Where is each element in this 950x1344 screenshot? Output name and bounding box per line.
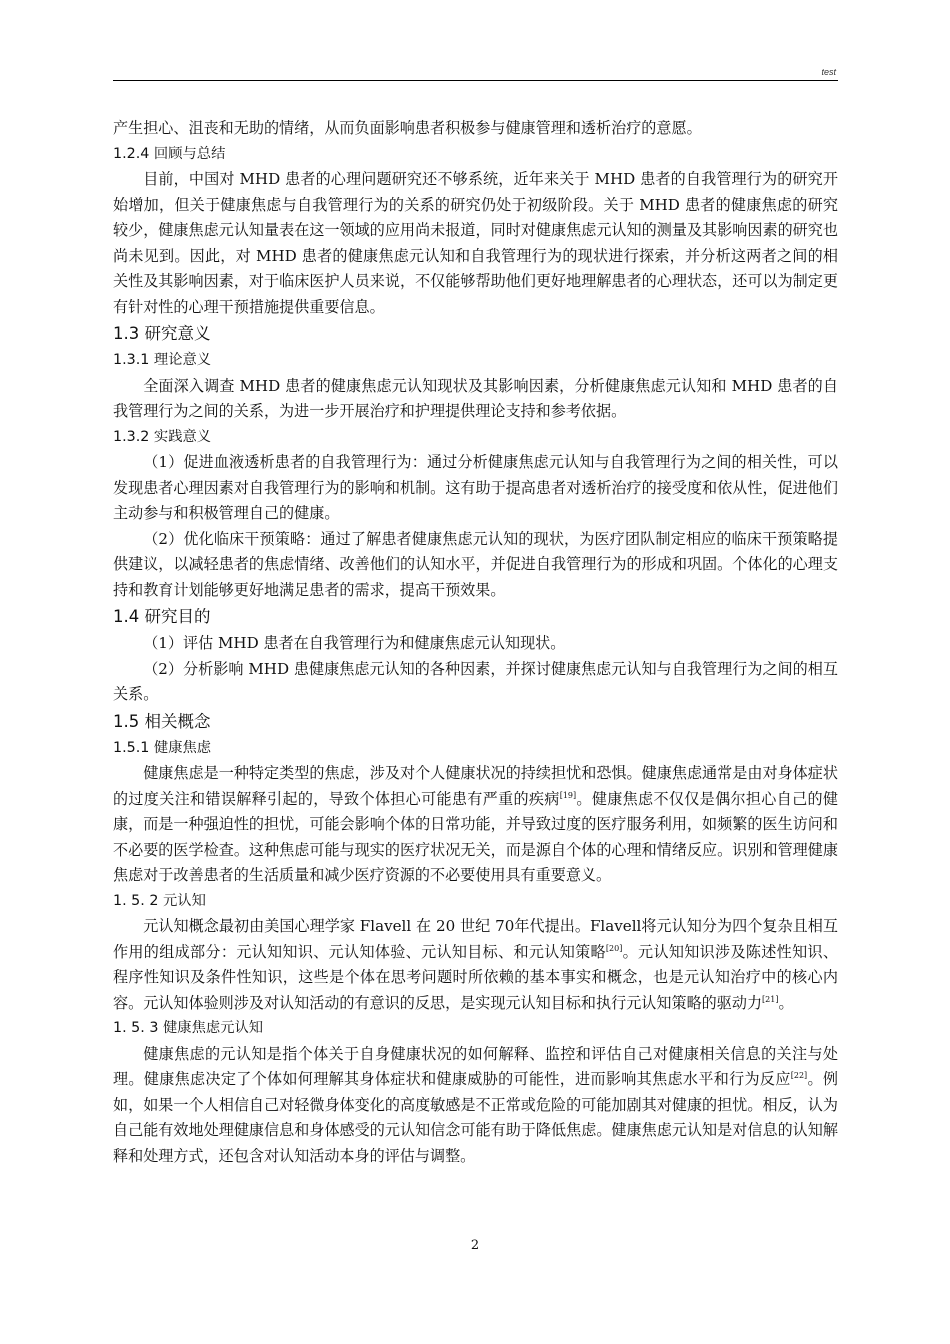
section-heading-1-3-1: 1.3.1 理论意义 — [113, 352, 212, 368]
paragraph-text: 健康焦虑是一种特定类型的焦虑，涉及对个人健康状况的持续担忧和恐惧。健康焦虑通常是由对身体症状的过度关注和错误解释引起的，导致个体担心可能患有严重的疾病 — [113, 764, 838, 808]
paragraph: 全面深入调查 MHD 患者的健康焦虑元认知现状及其影响因素，分析健康焦虑元认知和 MHD 患者的自我管理行为之间的关系，为进一步开展治疗和护理提供理论支持和参考依据。 — [113, 376, 838, 420]
document-body — [113, 116, 838, 1169]
citation: [21] — [762, 994, 779, 1004]
citation: [20] — [605, 943, 623, 953]
paragraph: （2）分析影响 MHD 患健康焦虑元认知的各种因素，并探讨健康焦虑元认知与自我管理行为之间的相互关系。 — [113, 659, 838, 703]
header-label: test — [821, 67, 836, 77]
paragraph: 目前，中国对 MHD 患者的心理问题研究还不够系统，近年来关于 MHD 患者的自我管理行为的研究开始增加，但关于健康焦虑与自我管理行为的关系的研究仍处于初级阶段。关于 MHD 患者的健康焦虑的研究较少，健康焦虑元认知量表在这一领域的应用尚未报道，同时对健康焦虑元认知的测量及其影响因素的研究也尚未见到。因此，对 MHD 患者的健康焦虑元认知和自我管理行为的现状进行探索，并分析这两者之间的相关性及其影响因素，对于临床医护人员来说，不仅能够帮助他们更好地理解患者的心理状态，还可以为制定更有针对性的心理干预措施提供重要信息。 — [113, 170, 838, 316]
page-number: 2 — [470, 1238, 480, 1253]
paragraph: （2）优化临床干预策略：通过了解患者健康焦虑元认知的现状，为医疗团队制定相应的临床干预策略提供建议，以减轻患者的焦虑情绪、改善他们的认知水平，并促进自我管理行为的形成和巩固。个体化的心理支持和教育计划能够更好地满足患者的需求，提高干预效果。 — [113, 529, 838, 599]
paragraph — [113, 1042, 838, 1170]
paragraph-text: 。例如，如果一个人相信自己对轻微身体变化的高度敏感是不正常或危险的可能加剧其对健康的担忧。相反，认为自己能有效地处理健康信息和身体感受的元认知信念可能有助于降低焦虑。健康焦虑元认知是对信息的认知解释和处理方式，还包含对认知活动本身的评估与调整。 — [113, 1070, 838, 1165]
section-heading-1-5-1: 1.5.1 健康焦虑 — [113, 739, 212, 756]
section-heading-1-5-2: 1. 5. 2 元认知 — [113, 892, 206, 909]
paragraph: （1）评估 MHD 患者在自我管理行为和健康焦虑元认知现状。 — [143, 634, 566, 652]
paragraph — [113, 914, 838, 1016]
citation: [22] — [790, 1070, 808, 1080]
paragraph — [113, 761, 838, 889]
paragraph-text: 。元认知知识涉及陈述性知识、程序性知识及条件性知识，这些是个体在思考问题时所依赖的基本事实和概念，也是元认知治疗中的核心内容。元认知体验则涉及对认知活动的有意识的反思，是实现元认知目标和执行元认知策略的驱动力 — [113, 942, 838, 1012]
citation: [19] — [559, 790, 577, 800]
section-heading-1-5: 1.5 相关概念 — [113, 711, 211, 731]
paragraph-text: 元认知概念最初由美国心理学家 Flavell 在 20 世纪 70年代提出。Flavell将元认知分为四个复杂且相互作用的组成部分：元认知知识、元认知体验、元认知目标、和元认知策略 — [113, 917, 838, 961]
section-heading-1-5-3: 1. 5. 3 健康焦虑元认知 — [113, 1020, 264, 1036]
section-heading-1-3: 1.3 研究意义 — [113, 324, 211, 343]
paragraph-text: 。 — [778, 993, 794, 1012]
paragraph: （1）促进血液透析患者的自我管理行为：通过分析健康焦虑元认知与自我管理行为之间的相关性，可以发现患者心理因素对自我管理行为的影响和机制。这有助于提高患者对透析治疗的接受度和依从性，促进他们主动参与和积极管理自己的健康。 — [113, 453, 838, 522]
paragraph-text: 健康焦虑的元认知是指个体关于自身健康状况的如何解释、监控和评估自己对健康相关信息的关注与处理。健康焦虑决定了个体如何理解其身体症状和健康威胁的可能性，进而影响其焦虑水平和行为反应 — [113, 1044, 838, 1088]
paragraph: 产生担心、沮丧和无助的情绪，从而负面影响患者积极参与健康管理和透析治疗的意愿。 — [113, 119, 702, 137]
section-heading-1-3-2: 1.3.2 实践意义 — [113, 428, 212, 445]
section-heading-1-4: 1.4 研究目的 — [113, 607, 211, 626]
section-heading-1-2-4: 1.2.4 回顾与总结 — [113, 145, 226, 162]
paragraph-text: 。健康焦虑不仅仅是偶尔担心自己的健康，而是一种强迫性的担忧，可能会影响个体的日常功能，并导致过度的医疗服务利用，如频繁的医生访问和不必要的医学检查。这种焦虑可能与现实的医疗状况无关，而是源自个体的心理和情绪反应。识别和管理健康焦虑对于改善患者的生活质量和减少医疗资源的不必要使用具有重要意义。 — [113, 789, 838, 884]
header-rule — [113, 80, 838, 81]
